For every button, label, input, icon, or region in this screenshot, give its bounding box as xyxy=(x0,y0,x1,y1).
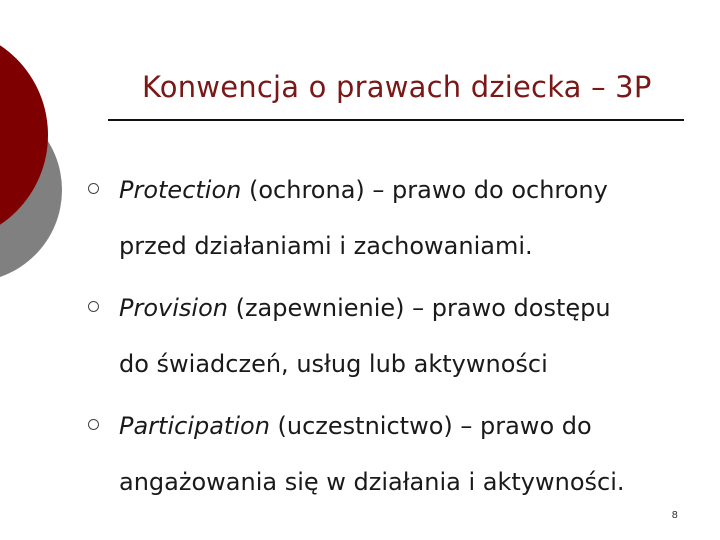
page-number: 8 xyxy=(671,510,678,521)
bullet-item-protection xyxy=(84,162,704,274)
slide-title: Konwencja o prawach dziecka – 3P xyxy=(142,70,652,104)
bullet-item-provision xyxy=(84,280,704,392)
title-underline xyxy=(108,119,684,121)
bullet-line-1 xyxy=(84,280,704,336)
bullet-line-2: angażowania się w działania i aktywności. xyxy=(119,468,625,496)
bullet-text: (uczestnictwo) – prawo do xyxy=(269,412,592,440)
bullet-term: Participation xyxy=(119,412,270,440)
bullet-term: Protection xyxy=(119,176,242,204)
bullet-line-1 xyxy=(84,398,704,454)
bullet-item-participation xyxy=(84,398,704,510)
bullet-list xyxy=(84,162,704,510)
bullet-text: (ochrona) – prawo do ochrony xyxy=(241,176,608,204)
circle-bullet-icon xyxy=(88,183,99,194)
circle-bullet-icon xyxy=(88,301,99,312)
bullet-line-2: przed działaniami i zachowaniami. xyxy=(119,232,533,260)
bullet-term: Provision xyxy=(119,294,228,322)
bullet-line-1 xyxy=(84,162,704,218)
circle-bullet-icon xyxy=(88,419,99,430)
bullet-line-2: do świadczeń, usług lub aktywności xyxy=(119,350,548,378)
bullet-text: (zapewnienie) – prawo dostępu xyxy=(227,294,611,322)
